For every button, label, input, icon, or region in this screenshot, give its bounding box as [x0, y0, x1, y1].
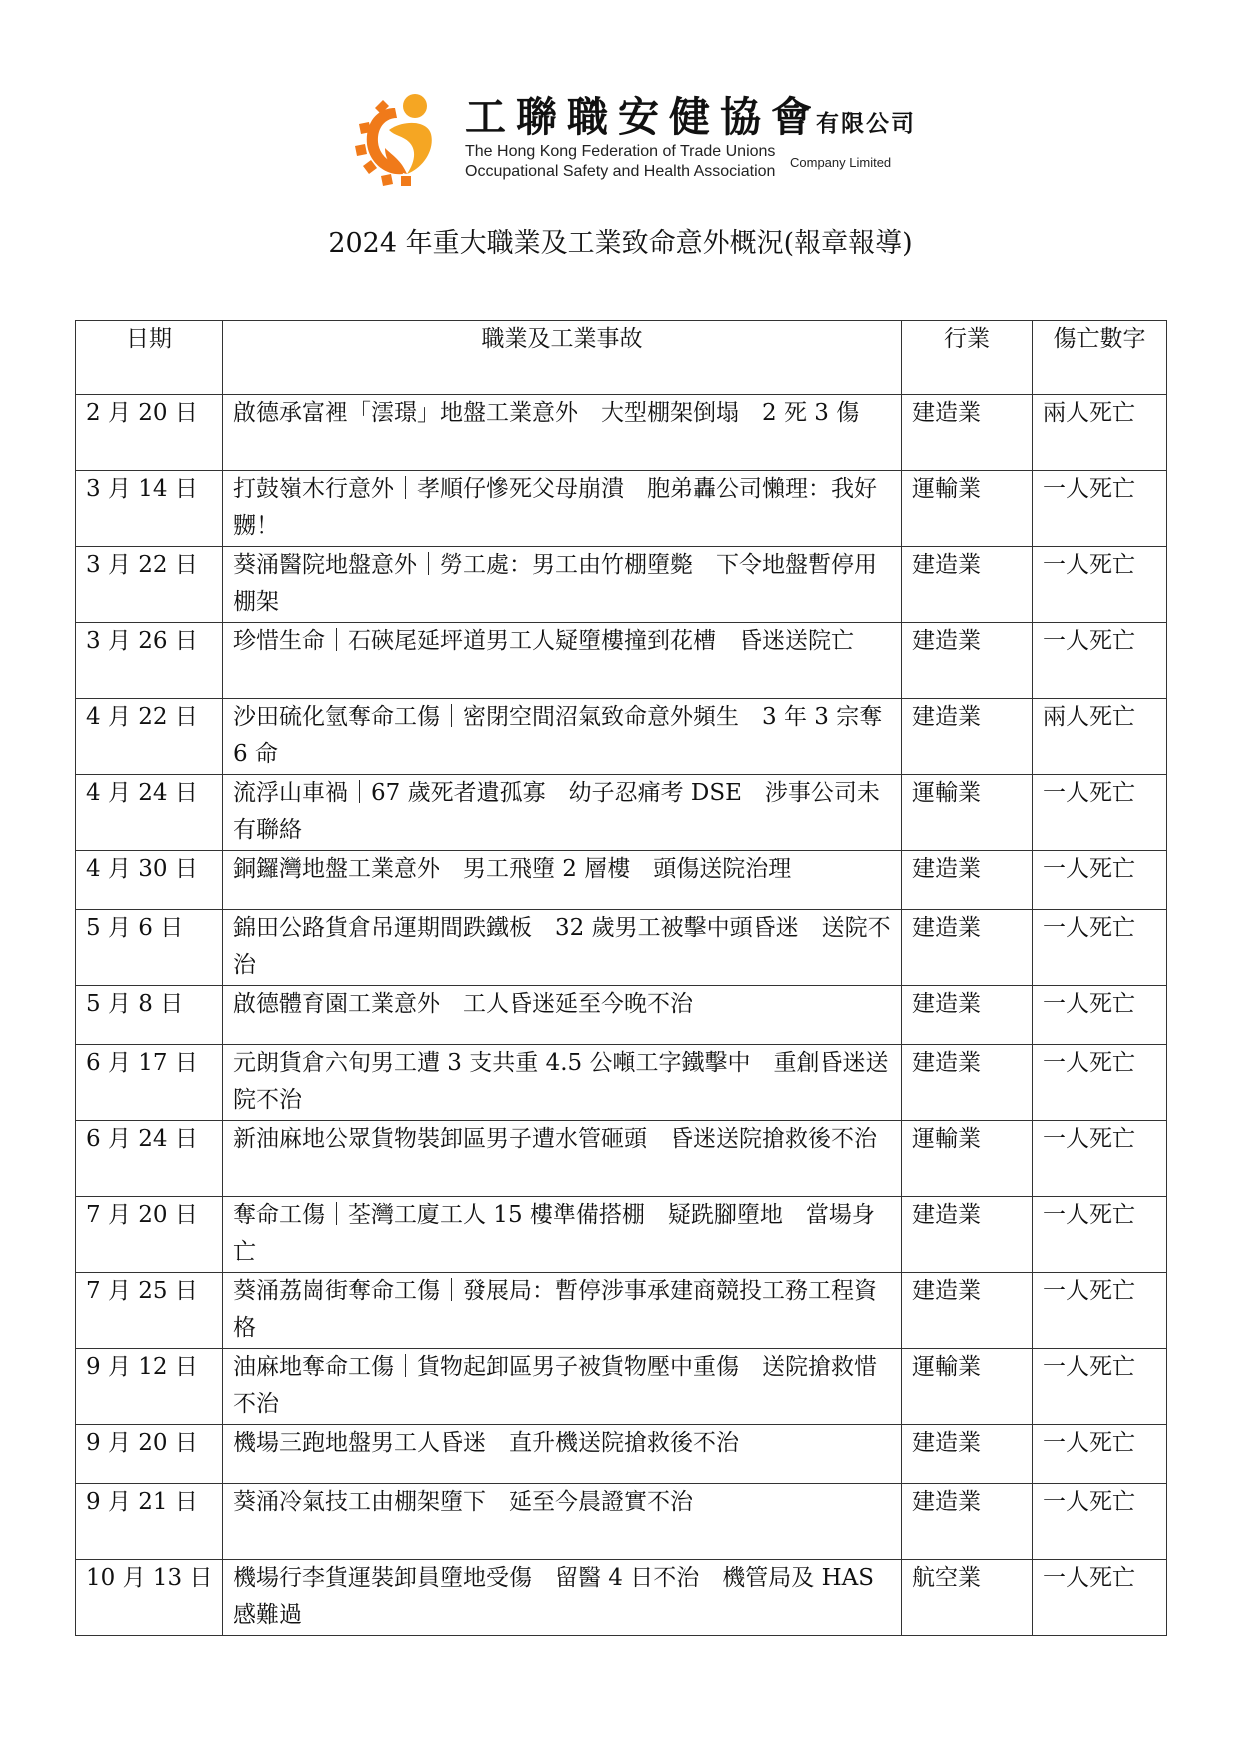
cell-event: 啟德體育園工業意外 工人昏迷延至今晚不治	[223, 986, 902, 1045]
cell-casualties: 一人死亡	[1033, 623, 1167, 699]
cell-date: 10 月 13 日	[76, 1560, 223, 1636]
cell-industry: 建造業	[902, 395, 1033, 471]
cell-event: 葵涌荔崗街奪命工傷｜發展局：暫停涉事承建商競投工務工程資格	[223, 1273, 902, 1349]
header-casualties: 傷亡數字	[1033, 321, 1167, 395]
cell-industry: 建造業	[902, 1273, 1033, 1349]
table-row	[76, 1121, 1167, 1197]
table-row	[76, 1560, 1167, 1636]
cell-date: 4 月 24 日	[76, 775, 223, 851]
table-row	[76, 910, 1167, 986]
cell-event: 銅鑼灣地盤工業意外 男工飛墮 2 層樓 頭傷送院治理	[223, 851, 902, 910]
cell-casualties: 兩人死亡	[1033, 699, 1167, 775]
cell-industry: 建造業	[902, 1045, 1033, 1121]
cell-industry: 建造業	[902, 910, 1033, 986]
cell-industry: 建造業	[902, 986, 1033, 1045]
cell-industry: 航空業	[902, 1560, 1033, 1636]
cell-casualties: 一人死亡	[1033, 1560, 1167, 1636]
cell-industry: 運輸業	[902, 1349, 1033, 1425]
cell-casualties: 一人死亡	[1033, 775, 1167, 851]
cell-event: 奪命工傷｜荃灣工廈工人 15 樓準備搭棚 疑跣腳墮地 當場身亡	[223, 1197, 902, 1273]
org-name-cn-main: 工聯職安健協會	[465, 93, 822, 141]
table-row	[76, 471, 1167, 547]
header-industry: 行業	[902, 321, 1033, 395]
cell-casualties: 一人死亡	[1033, 851, 1167, 910]
cell-date: 7 月 20 日	[76, 1197, 223, 1273]
org-name-cn	[465, 92, 916, 149]
cell-date: 6 月 17 日	[76, 1045, 223, 1121]
cell-industry: 運輸業	[902, 775, 1033, 851]
cell-date: 3 月 22 日	[76, 547, 223, 623]
cell-date: 3 月 14 日	[76, 471, 223, 547]
incident-table	[75, 320, 1167, 1636]
table-row	[76, 1425, 1167, 1484]
cell-date: 9 月 21 日	[76, 1484, 223, 1560]
cell-industry: 建造業	[902, 623, 1033, 699]
cell-casualties: 一人死亡	[1033, 1121, 1167, 1197]
cell-event: 新油麻地公眾貨物裝卸區男子遭水管砸頭 昏迷送院搶救後不治	[223, 1121, 902, 1197]
cell-date: 9 月 12 日	[76, 1349, 223, 1425]
table-row	[76, 1484, 1167, 1560]
table-header-row	[76, 321, 1167, 395]
cell-event: 打鼓嶺木行意外｜孝順仔慘死父母崩潰 胞弟轟公司懶理：我好嬲！	[223, 471, 902, 547]
cell-event: 珍惜生命｜石硤尾延坪道男工人疑墮樓撞到花槽 昏迷送院亡	[223, 623, 902, 699]
org-name-en	[465, 142, 775, 182]
table-row	[76, 775, 1167, 851]
cell-date: 4 月 30 日	[76, 851, 223, 910]
cell-industry: 建造業	[902, 1425, 1033, 1484]
cell-industry: 建造業	[902, 1484, 1033, 1560]
cell-industry: 建造業	[902, 851, 1033, 910]
cell-date: 7 月 25 日	[76, 1273, 223, 1349]
header-event: 職業及工業事故	[223, 321, 902, 395]
cell-casualties: 一人死亡	[1033, 910, 1167, 986]
cell-casualties: 一人死亡	[1033, 1484, 1167, 1560]
cell-casualties: 一人死亡	[1033, 471, 1167, 547]
table-row	[76, 1273, 1167, 1349]
cell-event: 元朗貨倉六旬男工遭 3 支共重 4.5 公噸工字鐵擊中 重創昏迷送院不治	[223, 1045, 902, 1121]
table-row	[76, 1045, 1167, 1121]
cell-casualties: 一人死亡	[1033, 1273, 1167, 1349]
org-name-en-suffix: Company Limited	[790, 155, 892, 170]
cell-casualties: 一人死亡	[1033, 547, 1167, 623]
cell-casualties: 兩人死亡	[1033, 395, 1167, 471]
table-row	[76, 699, 1167, 775]
cell-casualties: 一人死亡	[1033, 1349, 1167, 1425]
cell-casualties: 一人死亡	[1033, 1425, 1167, 1484]
cell-industry: 建造業	[902, 699, 1033, 775]
cell-event: 啟德承富裡「澐璟」地盤工業意外 大型棚架倒塌 2 死 3 傷	[223, 395, 902, 471]
table-row	[76, 1197, 1167, 1273]
gear-figure-logo-icon	[345, 90, 445, 188]
cell-industry: 建造業	[902, 547, 1033, 623]
table-row	[76, 851, 1167, 910]
table-row	[76, 1349, 1167, 1425]
table-row	[76, 986, 1167, 1045]
cell-event: 機場三跑地盤男工人昏迷 直升機送院搶救後不治	[223, 1425, 902, 1484]
header-date: 日期	[76, 321, 223, 395]
org-name-cn-suffix: 有限公司	[816, 111, 916, 137]
cell-event: 機場行李貨運裝卸員墮地受傷 留醫 4 日不治 機管局及 HAS 感難過	[223, 1560, 902, 1636]
letterhead	[345, 90, 916, 190]
table-row	[76, 623, 1167, 699]
page-title: 2024 年重大職業及工業致命意外概況(報章報導)	[328, 228, 913, 259]
cell-event: 流浮山車禍｜67 歲死者遺孤寡 幼子忍痛考 DSE 涉事公司未有聯絡	[223, 775, 902, 851]
cell-date: 6 月 24 日	[76, 1121, 223, 1197]
cell-event: 錦田公路貨倉吊運期間跌鐵板 32 歲男工被擊中頭昏迷 送院不治	[223, 910, 902, 986]
table-row	[76, 547, 1167, 623]
cell-event: 葵涌醫院地盤意外｜勞工處：男工由竹棚墮斃 下令地盤暫停用棚架	[223, 547, 902, 623]
table-row	[76, 395, 1167, 471]
cell-casualties: 一人死亡	[1033, 986, 1167, 1045]
cell-event: 葵涌冷氣技工由棚架墮下 延至今晨證實不治	[223, 1484, 902, 1560]
cell-date: 5 月 6 日	[76, 910, 223, 986]
org-name-en-line2: Occupational Safety and Health Association	[465, 163, 776, 180]
cell-event: 沙田硫化氫奪命工傷｜密閉空間沼氣致命意外頻生 3 年 3 宗奪 6 命	[223, 699, 902, 775]
cell-industry: 建造業	[902, 1197, 1033, 1273]
cell-casualties: 一人死亡	[1033, 1045, 1167, 1121]
org-name-en-line1: The Hong Kong Federation of Trade Unions	[465, 143, 776, 160]
cell-date: 3 月 26 日	[76, 623, 223, 699]
cell-industry: 運輸業	[902, 471, 1033, 547]
cell-date: 5 月 8 日	[76, 986, 223, 1045]
cell-casualties: 一人死亡	[1033, 1197, 1167, 1273]
cell-date: 4 月 22 日	[76, 699, 223, 775]
cell-industry: 運輸業	[902, 1121, 1033, 1197]
cell-date: 9 月 20 日	[76, 1425, 223, 1484]
cell-event: 油麻地奪命工傷｜貨物起卸區男子被貨物壓中重傷 送院搶救惜不治	[223, 1349, 902, 1425]
cell-date: 2 月 20 日	[76, 395, 223, 471]
